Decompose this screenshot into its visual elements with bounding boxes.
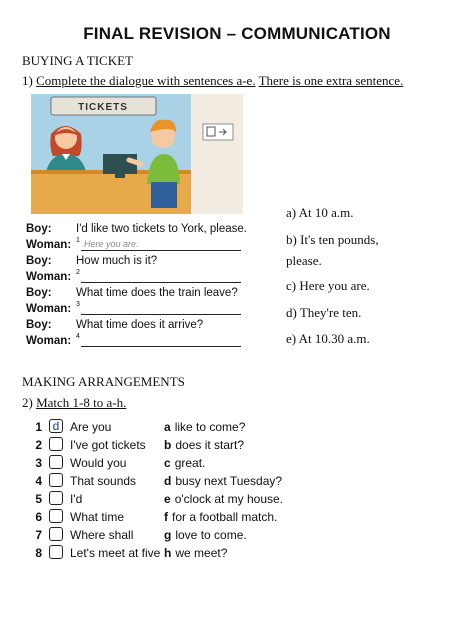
tickets-sign: TICKETS [78, 102, 128, 113]
section-heading-arrangements: MAKING ARRANGEMENTS [22, 374, 185, 389]
answer-box[interactable] [49, 545, 63, 559]
answer-box[interactable] [49, 527, 63, 541]
matching-exercise: 1 d Are you a like to come? 2 I've got tickets b does it start? 3 Would you c great. 4 That sounds d busy next Tuesday? 5 I'd e o'clock at my house. 6 What time f for a football match. 7 Where shall g love to come. 8 Let's meet at five h we meet? [35, 419, 284, 560]
blank-4[interactable] [81, 346, 241, 347]
section-heading-buying-ticket: BUYING A TICKET [22, 53, 133, 68]
option-c: c) Here you are. [286, 278, 370, 293]
dialogue: Boy: I'd like two tickets to York, please. Woman: 1 Here you are. Boy: How much is it? Woman: 2 Boy: What time does the train leave? Woman: 3 Boy: What time does it arrive? Woman: 4 [26, 223, 247, 347]
instruction-number: 2) [22, 395, 33, 410]
instruction-text-b: There is one extra sentence. [258, 73, 404, 88]
option-a: a) At 10 a.m. [286, 205, 354, 220]
answer-box[interactable] [49, 509, 63, 523]
blank-2[interactable] [81, 282, 241, 283]
option-d: d) They're ten. [286, 305, 362, 320]
computer-monitor [103, 154, 137, 174]
instruction-text-a: Complete the dialogue with sentences a-e. [36, 73, 256, 88]
option-e: e) At 10.30 a.m. [286, 331, 370, 346]
instruction-2 [22, 395, 126, 411]
instruction-text: Match 1-8 to a-h. [36, 395, 127, 410]
instruction-number: 1) [22, 73, 33, 88]
answer-box[interactable] [49, 455, 63, 469]
option-b-cont: please. [286, 253, 322, 268]
answer-box[interactable] [49, 473, 63, 487]
page-title: FINAL REVISION – COMMUNICATION [83, 24, 391, 43]
blank-1-answer[interactable]: Here you are. [84, 239, 139, 249]
answer-box[interactable]: d [49, 419, 63, 433]
answer-box[interactable] [49, 437, 63, 451]
blank-3[interactable] [81, 314, 241, 315]
option-b: b) It's ten pounds, [286, 232, 379, 247]
ticket-office-illustration [31, 94, 243, 214]
answer-box[interactable] [49, 491, 63, 505]
instruction-1 [22, 73, 403, 89]
